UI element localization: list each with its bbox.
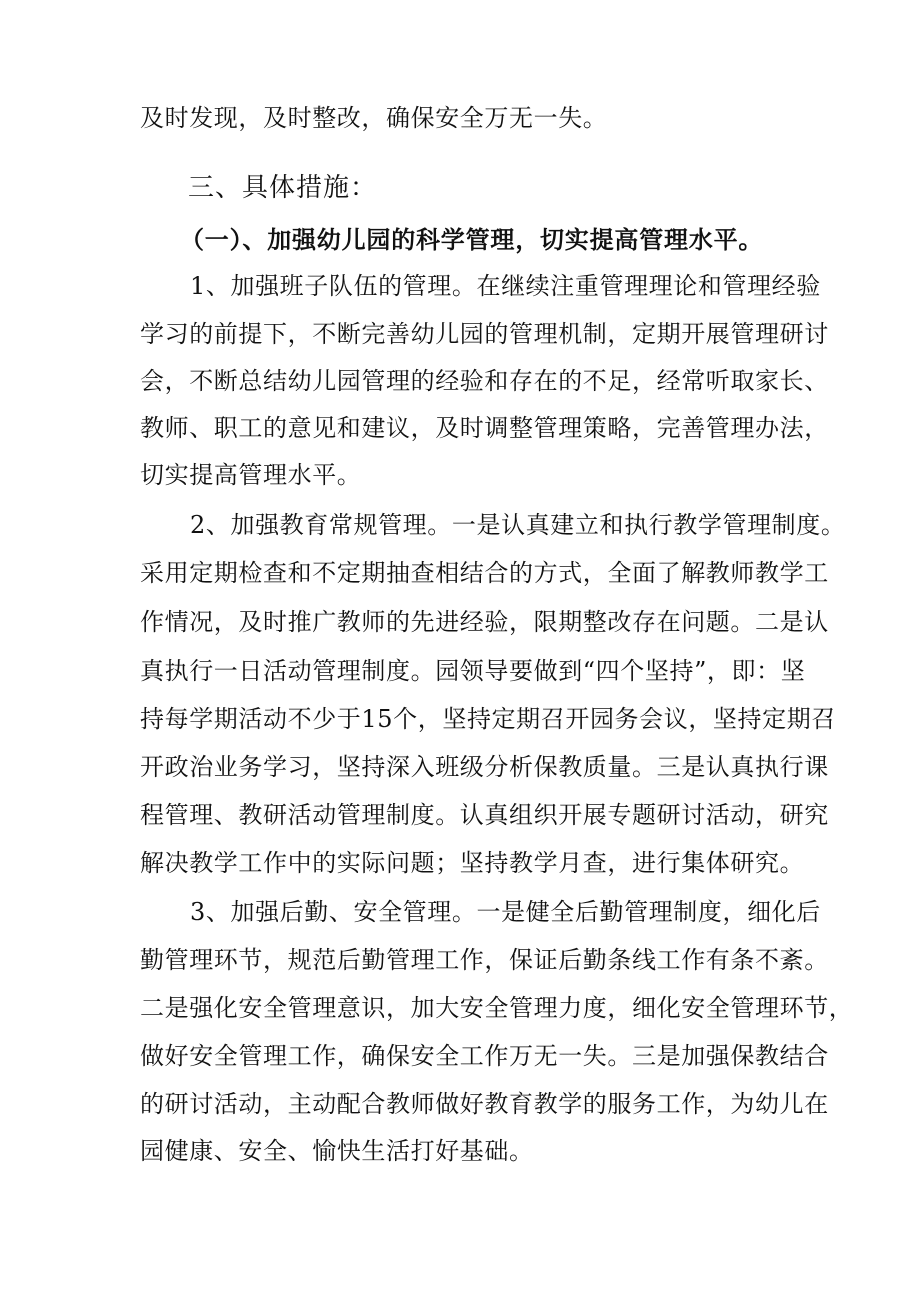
section-heading: 三、具体措施： [188,173,378,203]
paragraph-3-line-5: 的研讨活动，主动配合教师做好教育教学的服务工作，为幼儿在 [140,1090,829,1118]
paragraph-3-line-1: 3、加强后勤、安全管理。一是健全后勤管理制度，细化后 [190,898,821,926]
paragraph-3-line-3: 二是强化安全管理意识，加大安全管理力度，细化安全管理环节， [140,994,854,1022]
paragraph-2-line-2: 采用定期检查和不定期抽查相结合的方式，全面了解教师教学工 [140,559,829,587]
paragraph-1-line-3: 会，不断总结幼儿园管理的经验和存在的不足，经常听取家长、 [140,367,829,395]
paragraph-2-line-7: 程管理、教研活动管理制度。认真组织开展专题研讨活动，研究 [140,801,829,829]
subsection-heading: （一）、加强幼儿园的科学管理，切实提高管理水平。 [180,225,764,254]
paragraph-2-line-5: 持每学期活动不少于15个，坚持定期召开园务会议，坚持定期召 [140,705,836,733]
paragraph-1-line-2: 学习的前提下，不断完善幼儿园的管理机制，定期开展管理研讨 [140,320,829,348]
paragraph-1-line-1: 1、加强班子队伍的管理。在继续注重管理理论和管理经验 [190,272,821,300]
paragraph-3-line-2: 勤管理环节，规范后勤管理工作，保证后勤条线工作有条不紊。 [140,946,829,974]
paragraph-1-line-4: 教师、职工的意见和建议，及时调整管理策略，完善管理办法， [140,414,829,442]
paragraph-3-line-6: 园健康、安全、愉快生活打好基础。 [140,1137,534,1165]
paragraph-2-line-8: 解决教学工作中的实际问题；坚持教学月查，进行集体研究。 [140,849,805,877]
paragraph-3-line-4: 做好安全管理工作，确保安全工作万无一失。三是加强保教结合 [140,1042,829,1070]
paragraph-2-line-6: 开政治业务学习，坚持深入班级分析保教质量。三是认真执行课 [140,753,829,781]
paragraph-2-line-3: 作情况，及时推广教师的先进经验，限期整改存在问题。二是认 [140,608,829,636]
paragraph-2-line-1: 2、加强教育常规管理。一是认真建立和执行教学管理制度。 [190,511,846,539]
paragraph-2-line-4: 真执行一日活动管理制度。园领导要做到“四个坚持”，即：坚 [140,657,806,685]
paragraph-1-line-5: 切实提高管理水平。 [140,461,362,489]
intro-line: 及时发现，及时整改，确保安全万无一失。 [140,104,608,132]
